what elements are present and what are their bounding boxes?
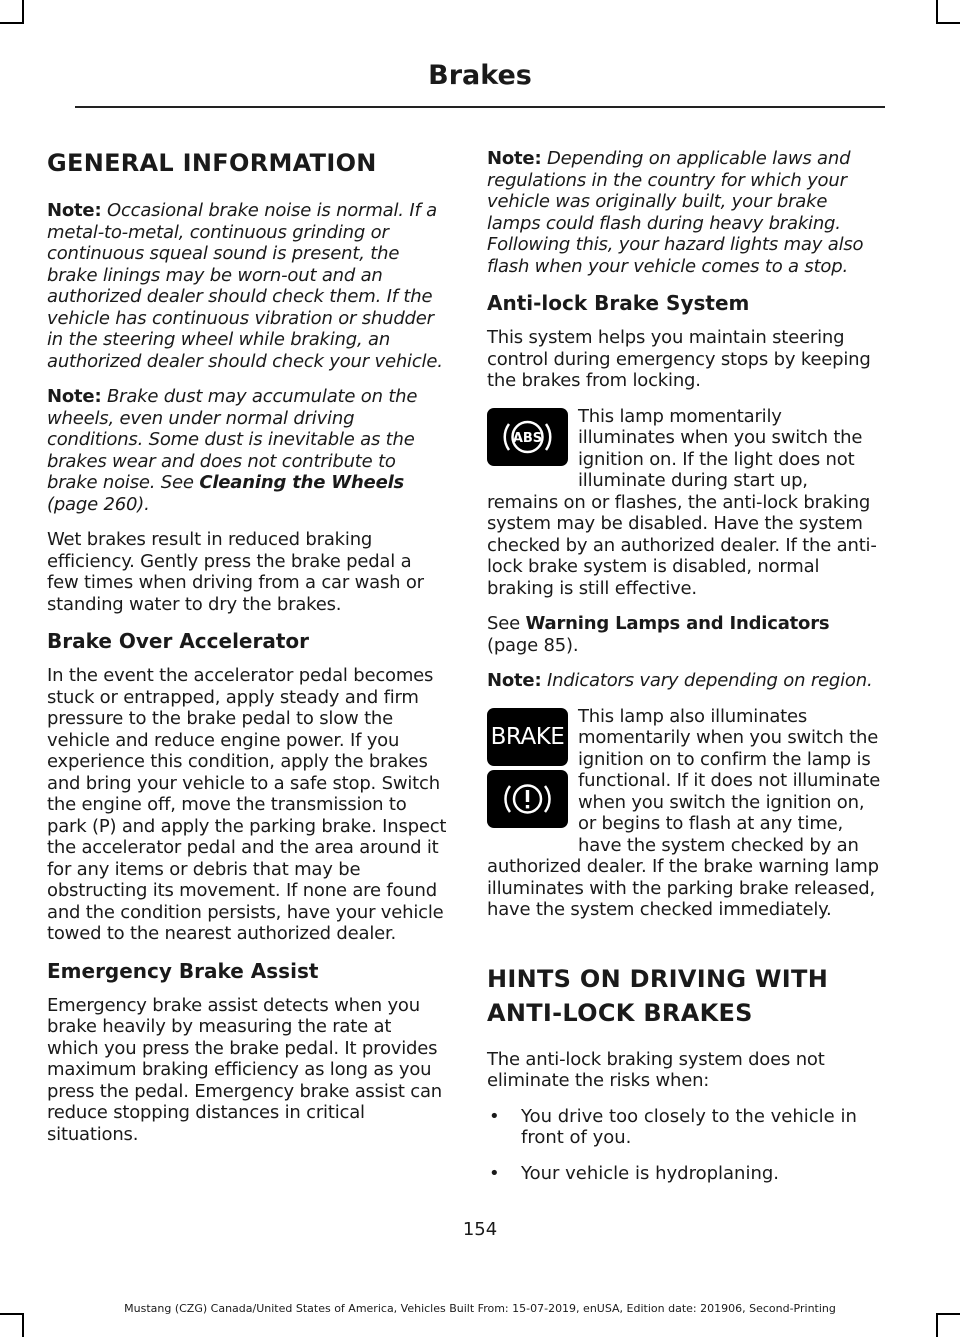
note-text: Brake dust may accumulate on the wheels, even under normal driving conditions. Some dust is inevitable as the brakes wear and does not contribute to brake noise. See (47, 386, 418, 493)
note-text: Indicators vary depending on region. (546, 670, 873, 691)
note-brake-dust (47, 386, 447, 515)
cross-reference-link[interactable]: Warning Lamps and Indicators (525, 613, 830, 634)
note-indicators-vary (487, 670, 882, 692)
hints-list (487, 1106, 882, 1185)
note-label: Note: (47, 386, 102, 407)
footer-text: Mustang (CZG) Canada/United States of America, Vehicles Built From: 15-07-2019, enUSA, Edition date: 201906, Second-Printing (124, 1302, 836, 1315)
brake-icon-label: BRAKE (490, 723, 565, 750)
paragraph-brake-lamp: This lamp also illuminates momentarily when you switch the ignition on to confirm the lamp is functional. If it does not illuminate when you switch the ignition on, or begins to flash at any time, have the system checked by an authorized dealer. If the brake warning lamp illuminates with the parking brake released, have the system checked immediately. (487, 705, 881, 920)
crop-mark (936, 0, 938, 22)
note-label: Note: (487, 148, 542, 169)
abs-icon-label: ABS (512, 430, 543, 446)
left-column (47, 148, 447, 1159)
right-column (487, 148, 882, 1198)
note-label: Note: (47, 200, 102, 221)
cross-reference-link[interactable]: Cleaning the Wheels (199, 472, 405, 493)
brake-exclamation-warning-icon (487, 770, 568, 828)
subheading-emergency-brake-assist: Emergency Brake Assist (47, 958, 319, 983)
header-divider (75, 106, 885, 108)
section-heading-hints (487, 965, 882, 1027)
bullet-icon: • (489, 1162, 500, 1184)
note-text: Occasional brake noise is normal. If a metal-to-metal, continuous grinding or continuous squeal sound is present, the brake linings may be worn-out and an authorized dealer should check them. If the vehicle has continuous vibration or shudder in the steering wheel while braking, an authorized dealer should check your vehicle. (47, 200, 443, 372)
brake-text-warning-icon (487, 708, 568, 766)
paragraph-abs-intro: This system helps you maintain steering control during emergency stops by keeping the brakes from locking. (487, 327, 871, 391)
paragraph-brake-over-accelerator: In the event the accelerator pedal becomes stuck or entrapped, apply steady and firm pressure to the brake pedal to slow the vehicle and reduce engine power. If you experience this condition, apply the brakes and bring your vehicle to a safe stop. Switch the engine off, move the transmission to park (P) and apply the parking brake. Inspect the accelerator pedal and the area around it for any items or debris that may be obstructing its movement. If none are found and the condition persists, have your vehicle towed to the nearest authorized dealer. (47, 665, 447, 944)
list-item-text: Your vehicle is hydroplaning. (521, 1162, 780, 1184)
list-item (487, 1106, 882, 1149)
subheading-brake-over-accelerator: Brake Over Accelerator (47, 629, 310, 653)
page-title: Brakes (428, 60, 532, 91)
crop-mark (0, 22, 24, 24)
section-heading-hints-line1: HINTS ON DRIVING WITH (487, 964, 829, 993)
subheading-anti-lock-brake-system: Anti-lock Brake System (487, 291, 750, 315)
note-text: Depending on applicable laws and regulations in the country for which your vehicle was originally built, your brake lamps could flash during heavy braking. Following this, your hazard lights may also flash when your vehicle comes to a stop. (487, 148, 864, 277)
page-reference: (page 260). (47, 493, 150, 515)
crop-mark (936, 22, 960, 24)
brake-warning-icons (487, 708, 568, 832)
section-heading-hints-line2: ANTI-LOCK BRAKES (487, 998, 753, 1027)
page-reference: (page 85). (487, 634, 579, 656)
paragraph-abs-lamp: This lamp momentarily illuminates when you switch the ignition on. If the light does not illuminate during start up, remains on or flashes, the anti-lock braking system may be disabled. Have the system checked by an authorized dealer. If the anti-lock brake system is disabled, normal braking is still effective. (487, 405, 877, 599)
paragraph-wet-brakes: Wet brakes result in reduced braking efficiency. Gently press the brake pedal a few times when driving from a car wash or standing water to dry the brakes. (47, 529, 424, 615)
note-label: Note: (487, 670, 542, 691)
crop-mark (22, 0, 24, 22)
abs-warning-lamp-icon (487, 408, 568, 466)
see-warning-lamps (487, 613, 882, 656)
crop-mark (936, 1314, 938, 1337)
see-prefix: See (487, 613, 520, 634)
paragraph-hints-intro: The anti-lock braking system does not eliminate the risks when: (487, 1048, 825, 1091)
crop-mark (22, 1314, 24, 1337)
section-heading-general-information: GENERAL INFORMATION (47, 149, 377, 177)
note-brake-lamps-flash (487, 148, 882, 277)
paragraph-emergency-brake-assist: Emergency brake assist detects when you brake heavily by measuring the rate at which you press the brake pedal. It provides maximum braking efficiency as long as you press the pedal. Emergency brake assist can reduce stopping distances in critical situations. (47, 994, 443, 1145)
list-item-text: You drive too closely to the vehicle in front of you. (521, 1105, 857, 1148)
page-number: 154 (462, 1219, 498, 1240)
bullet-icon: • (489, 1105, 500, 1127)
list-item (487, 1163, 882, 1185)
note-brake-noise (47, 200, 447, 372)
